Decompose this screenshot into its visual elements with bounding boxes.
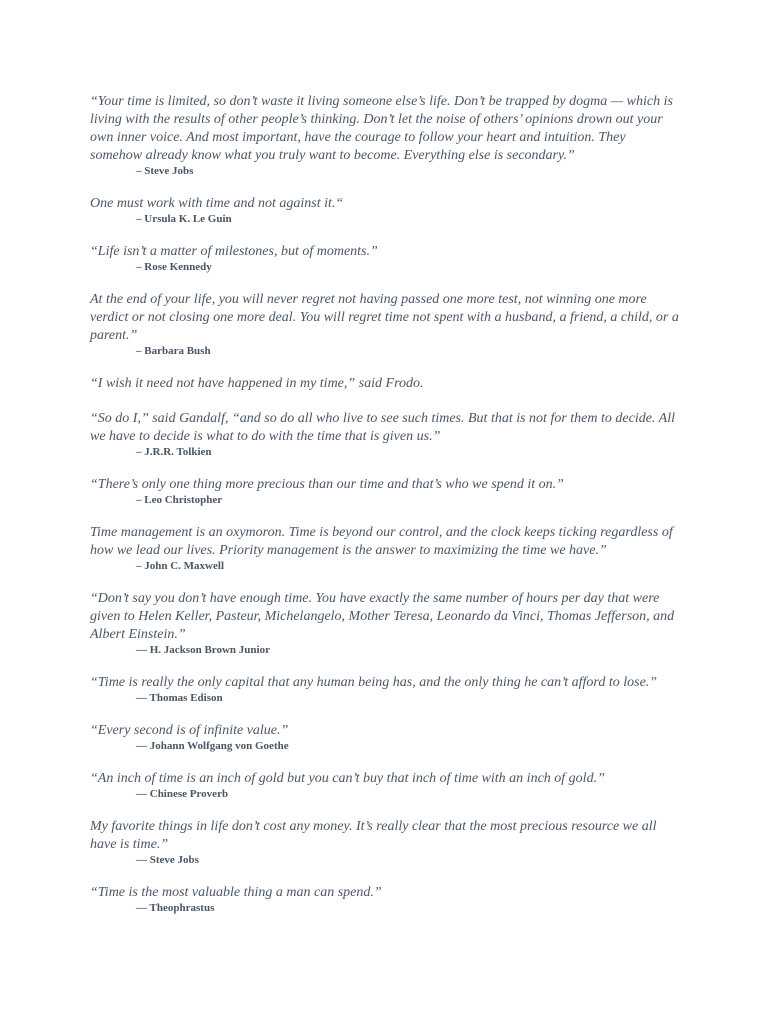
quote-author: – J.R.R. Tolkien: [136, 446, 212, 458]
quote-author: – Barbara Bush: [136, 345, 211, 357]
quote-block: [90, 818, 680, 867]
quote-block: [90, 524, 680, 573]
quote-text: “Time is really the only capital that any human being has, and the only thing he can’t afford to lose.”: [90, 675, 658, 690]
quote-author: — Johann Wolfgang von Goethe: [136, 740, 289, 752]
quote-text: Time management is an oxymoron. Time is beyond our control, and the clock keeps ticking regardless of how we lead our lives. Priority management is the answer to maximizing the time we have.”: [90, 525, 673, 558]
quote-author: — Chinese Proverb: [136, 788, 229, 800]
quote-block: [90, 291, 680, 358]
quote-author: — Thomas Edison: [136, 692, 223, 704]
quote-text: “Don’t say you don’t have enough time. You have exactly the same number of hours per day that were given to Helen Keller, Pasteur, Michelangelo, Mother Teresa, Leonardo da Vinci, Thomas Jefferson, and Albert Einstein.”: [90, 591, 675, 642]
quote-author: – Ursula K. Le Guin: [136, 213, 232, 225]
quote-text: “An inch of time is an inch of gold but you can’t buy that inch of time with an inch of gold.”: [90, 771, 605, 786]
quote-text: My favorite things in life don’t cost any money. It’s really clear that the most precious resource we all have is time.”: [90, 819, 657, 852]
quote-text: “Every second is of infinite value.”: [90, 723, 289, 738]
quote-block: [90, 375, 680, 393]
quote-author: — Theophrastus: [136, 902, 215, 914]
quote-text: “Time is the most valuable thing a man can spend.”: [90, 885, 382, 900]
quote-text: At the end of your life, you will never regret not having passed one more test, not winning one more verdict or not closing one more deal. You will regret time not spent with a husband, a friend, a child, or a parent.”: [90, 292, 679, 343]
quote-author: – Rose Kennedy: [136, 261, 212, 273]
quote-block: [90, 884, 680, 915]
quote-block: [90, 722, 680, 753]
quote-author: – Steve Jobs: [136, 165, 194, 177]
quote-block: [90, 195, 680, 226]
quote-text: “Your time is limited, so don’t waste it living someone else’s life. Don’t be trapped by dogma — which is living with the results of other people’s thinking. Don’t let the noise of others’ opinions drown out your own inner voice. And most important, have the courage to follow your heart and intuition. They somehow already know what you truly want to become. Everything else is secondary.”: [90, 94, 673, 163]
quote-text: “I wish it need not have happened in my time,” said Frodo.: [90, 376, 424, 391]
quote-block: [90, 590, 680, 657]
quote-author: – Leo Christopher: [136, 494, 223, 506]
quote-text: “There’s only one thing more precious than our time and that’s who we spend it on.”: [90, 477, 564, 492]
quotes-page: [90, 93, 680, 932]
quote-text: “So do I,” said Gandalf, “and so do all who live to see such times. But that is not for them to decide. All we have to decide is what to do with the time that is given us.”: [90, 411, 675, 444]
quote-block: [90, 770, 680, 801]
quote-text: One must work with time and not against it.“: [90, 196, 344, 211]
quote-block: [90, 476, 680, 507]
quote-text: “Life isn’t a matter of milestones, but of moments.”: [90, 244, 378, 259]
quote-block: [90, 243, 680, 274]
quote-author: – John C. Maxwell: [136, 560, 224, 572]
quote-block: [90, 93, 680, 178]
quote-author: — Steve Jobs: [136, 854, 199, 866]
quote-block: [90, 410, 680, 459]
quote-author: — H. Jackson Brown Junior: [136, 644, 270, 656]
quote-block: [90, 674, 680, 705]
